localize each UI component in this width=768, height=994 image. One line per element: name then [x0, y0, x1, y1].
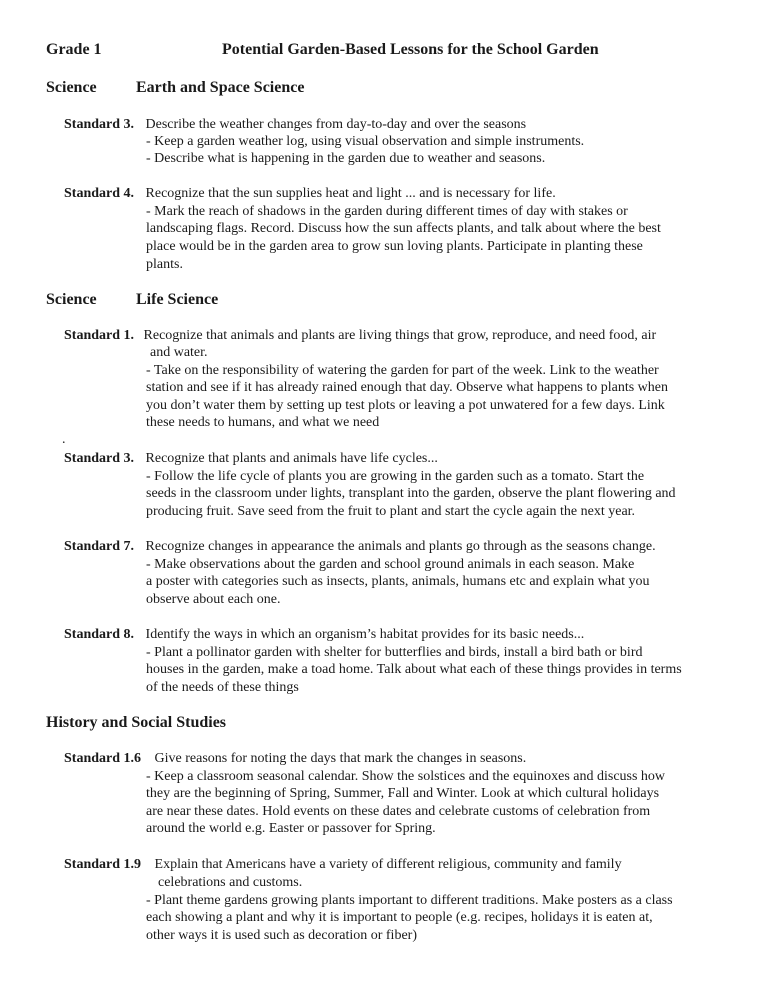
activity-line: producing fruit. Save seed from the fruit to plant and start the cycle again the next year. [146, 504, 636, 519]
standard-label: Standard 8. [64, 627, 135, 642]
standard-item [64, 857, 622, 873]
activity-line: are near these dates. Hold events on these dates and celebrate customs of celebration from [146, 804, 651, 819]
standard-item [64, 186, 556, 202]
standard-text-cont: celebrations and customs. [158, 875, 303, 890]
activity-line: they are the beginning of Spring, Summer, Fall and Winter. Look at which cultural holidays [146, 786, 660, 801]
standard-item [64, 627, 584, 643]
activity-line: station and see if it has already rained enough that day. Observe what happens to plants when [146, 380, 668, 395]
standard-label: Standard 1.9 [64, 857, 142, 872]
activity-line: - Take on the responsibility of watering the garden for part of the week. Link to the weather [146, 363, 659, 378]
activity-line: seeds in the classroom under lights, transplant into the garden, observe the plant flowering and [146, 486, 676, 501]
activity-line: - Follow the life cycle of plants you are growing in the garden such as a tomato. Start the [146, 469, 645, 484]
standard-label: Standard 4. [64, 186, 135, 201]
standard-text: Explain that Americans have a variety of different religious, community and family [154, 857, 622, 872]
grade-label: Grade 1 [46, 41, 102, 58]
standard-item [64, 328, 656, 344]
section-area: Earth and Space Science [136, 79, 305, 96]
activity-line: - Keep a garden weather log, using visual observation and simple instruments. [146, 134, 585, 149]
standard-text: Give reasons for noting the days that mark the changes in seasons. [154, 751, 527, 766]
section-subject: Science [46, 79, 97, 96]
activity-line: - Keep a classroom seasonal calendar. Show the solstices and the equinoxes and discuss how [146, 769, 666, 784]
activity-line: of the needs of these things [146, 680, 299, 695]
activity-line: - Describe what is happening in the garden due to weather and seasons. [146, 151, 546, 166]
activity-line: plants. [146, 257, 183, 272]
activity-line: observe about each one. [146, 592, 281, 607]
activity-line: - Plant theme gardens growing plants important to different traditions. Make posters as a class [146, 893, 673, 908]
section-subject: Science [46, 291, 97, 308]
standard-text: Recognize that plants and animals have life cycles... [145, 451, 438, 466]
activity-line: a poster with categories such as insects, plants, animals, humans etc and explain what you [146, 574, 650, 589]
standard-label: Standard 7. [64, 539, 135, 554]
standard-text: Describe the weather changes from day-to-day and over the seasons [145, 117, 527, 132]
standard-text: Recognize changes in appearance the animals and plants go through as the seasons change. [145, 539, 656, 554]
standard-text-cont: and water. [150, 345, 208, 360]
standard-text: Recognize that animals and plants are living things that grow, reproduce, and need food, air [143, 328, 657, 343]
activity-line: - Make observations about the garden and school ground animals in each season. Make [146, 557, 635, 572]
standard-text: Recognize that the sun supplies heat and light ... and is necessary for life. [145, 186, 556, 201]
standard-text: Identify the ways in which an organism’s habitat provides for its basic needs... [145, 627, 585, 642]
activity-line: houses in the garden, make a toad home. Talk about what each of these things provides in terms [146, 662, 682, 677]
standard-label: Standard 3. [64, 451, 135, 466]
standard-label: Standard 1. [64, 328, 135, 343]
activity-line: place would be in the garden area to grow sun loving plants. Participate in planting these [146, 239, 643, 254]
activity-line: landscaping flags. Record. Discuss how the sun affects plants, and talk about where the best [146, 221, 661, 236]
activity-line: around the world e.g. Easter or passover for Spring. [146, 821, 436, 836]
standard-item [64, 451, 438, 467]
activity-line: each showing a plant and why it is important to people (e.g. recipes, holidays it is eaten at, [146, 910, 653, 925]
activity-line: - Plant a pollinator garden with shelter for butterflies and birds, install a bird bath or bird [146, 645, 643, 660]
activity-line: other ways it is used such as decoration or fiber) [146, 928, 417, 943]
activity-line: - Mark the reach of shadows in the garden during different times of day with stakes or [146, 204, 628, 219]
standard-item [64, 539, 656, 555]
stray-period: . [62, 432, 66, 447]
standard-label: Standard 1.6 [64, 751, 142, 766]
section-area: Life Science [136, 291, 219, 308]
standard-item [64, 117, 526, 133]
activity-line: you don’t water them by setting up test plots or leaving a pot unwatered for a few days. Link [146, 398, 665, 413]
page-title: Potential Garden-Based Lessons for the School Garden [222, 41, 599, 58]
activity-line: these needs to humans, and what we need [146, 415, 380, 430]
section-subject: History and Social Studies [46, 714, 227, 731]
standard-label: Standard 3. [64, 117, 135, 132]
standard-item [64, 751, 526, 767]
